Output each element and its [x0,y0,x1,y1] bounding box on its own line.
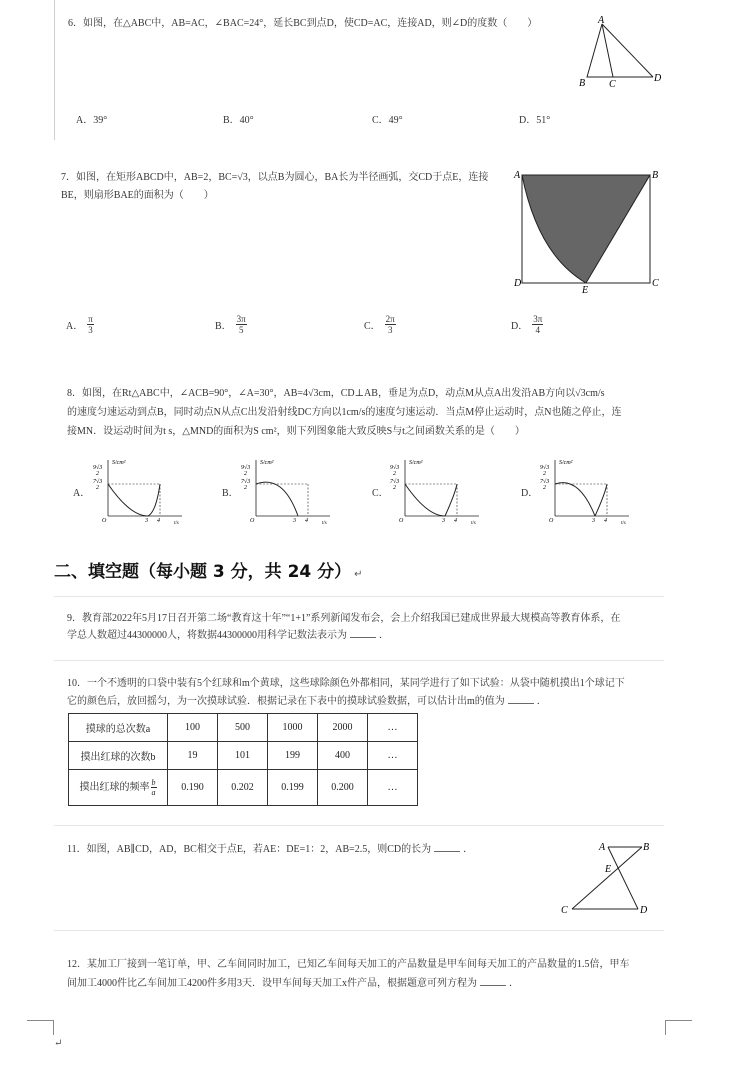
graph-c-x4: 4 [454,518,457,524]
divider-1 [54,596,664,597]
q6-option-a[interactable]: A．39° [76,115,108,126]
q7-option-d-num: 3π [533,314,543,324]
q8-option-c-label[interactable]: C． [372,488,389,499]
graph-d-x4: 4 [604,518,607,524]
fig11-label-b: B [643,842,650,853]
graph-a-y1den: 2 [96,471,99,477]
q6-option-c[interactable]: C．49° [372,115,403,126]
q8-graph-a[interactable] [90,454,190,524]
question-8-line2: 的速度匀速运动到点B，同时动点N从点C出发沿射线DC方向以1cm/s的速度匀速运动．当点M停止运动时，点N也随之停止，连 [67,407,622,418]
q8-graph-c[interactable] [387,454,487,524]
graph-d-xlabel: t/s [621,521,626,524]
q7-option-b-letter: B． [215,321,232,332]
graph-b-ylabel: S/cm² [260,460,274,466]
freq-fraction-den: a [151,788,156,798]
graph-d-y1den: 2 [543,471,546,477]
question-11-text [67,840,473,860]
q7-option-b-fraction [236,314,247,335]
graph-c-xlabel: t/s [471,521,476,524]
left-margin-bar [54,0,55,140]
fig11-label-e: E [605,864,612,875]
paragraph-mark: ↵ [354,569,363,580]
table-cell: 500 [218,714,268,742]
fig7-label-d: D [514,278,522,289]
table-cell: 0.200 [318,770,368,806]
question-7-figure [510,165,660,295]
graph-c-y1: 9√3 [390,465,400,471]
q7-option-c-fraction [385,314,396,335]
corner-mark-left [27,1020,54,1035]
section-2-title [54,557,363,582]
table-cell: 400 [318,742,368,770]
divider-4 [54,930,664,931]
fig7-label-c: C [652,278,659,289]
question-10-line2 [67,692,547,712]
fig7-label-a: A [514,170,521,181]
question-11-figure [558,836,658,921]
q10-table [68,713,418,806]
q7-option-a-fraction [87,314,94,335]
graph-d-x3: 3 [592,518,595,524]
question-12-line2 [67,974,519,994]
table-cell: 0.202 [218,770,268,806]
question-6-figure [575,14,665,89]
freq-fraction [151,778,157,797]
q10-answer-blank[interactable] [508,693,534,704]
graph-c-origin: O [399,518,404,524]
q8-graph-b[interactable] [238,454,338,524]
q11-answer-blank[interactable] [434,841,460,852]
q8-graph-d[interactable] [537,454,637,524]
question-9-line2 [67,626,389,646]
fig11-label-a: A [599,842,606,853]
graph-c-x3: 3 [442,518,445,524]
graph-b-origin: O [250,518,255,524]
question-11-text-body: 11．如图，AB∥CD，AD，BC相交于点E，若AE：DE=1：2，AB=2.5，则CD的长为 [67,844,432,855]
graph-d-ylabel: S/cm² [559,460,573,466]
table-row-label: 摸出红球的次数b [69,742,168,770]
table-cell: 19 [168,742,218,770]
table-row [69,714,418,742]
question-12-line1: 12．某加工厂接到一笔订单，甲、乙车间同时加工，已知乙车间每天加工的产品数量是甲车间每天加工的产品数量的1.5倍，甲车 [67,959,630,970]
q12-answer-blank[interactable] [480,975,506,986]
graph-b-y2den: 2 [244,485,247,491]
fig7-label-b: B [652,170,659,181]
footer-paragraph-mark: ↵ [54,1038,63,1049]
graph-d-y1: 9√3 [540,465,550,471]
question-10-end: ． [536,696,547,707]
question-10-line1: 10．一个不透明的口袋中装有5个红球和m个黄球，这些球除颜色外都相同，某同学进行了如下试验：从袋中随机摸出1个球记下 [67,678,625,689]
fig11-label-c: C [561,905,568,916]
graph-a-ylabel: S/cm² [112,460,126,466]
table-cell: … [368,742,418,770]
table-row-label [69,770,168,806]
freq-fraction-num: b [151,778,156,788]
graph-c-y2: 7√3 [390,479,400,485]
q7-option-b-den: 5 [238,325,244,335]
graph-b-x3: 3 [293,518,296,524]
graph-b-x4: 4 [305,518,308,524]
table-row-label-text: 摸出红球的频率 [79,781,150,793]
fig6-label-c: C [609,79,616,89]
q7-option-c-num: 2π [385,314,395,324]
graph-a-origin: O [102,518,107,524]
graph-a-y1: 9√3 [93,465,103,471]
corner-mark-right [665,1020,692,1035]
fig7-label-e: E [582,285,589,295]
q8-option-a-label[interactable]: A． [73,488,91,499]
q7-option-c[interactable] [364,314,396,335]
q7-option-d[interactable] [511,314,543,335]
graph-a-x4: 4 [157,518,160,524]
table-row-label: 摸球的总次数a [69,714,168,742]
q7-option-d-fraction [532,314,543,335]
question-8-line1: 8．如图，在Rt△ABC中，∠ACB=90°，∠A=30°，AB=4√3cm，CD⊥AB，垂足为点D，动点M从点A出发沿AB方向以√3cm/s [67,388,605,399]
q7-option-d-letter: D． [511,321,529,332]
graph-a-y2den: 2 [96,485,99,491]
question-7-line2: BE，则扇形BAE的面积为（ ） [61,190,214,201]
table-cell: 101 [218,742,268,770]
question-6-text: 6．如图，在△ABC中，AB=AC，∠BAC=24°，延长BC到点D，使CD=AC，连接AD，则∠D的度数（ ） [68,18,538,29]
graph-c-y2den: 2 [393,485,396,491]
q7-option-c-letter: C． [364,321,381,332]
graph-c-ylabel: S/cm² [409,460,423,466]
q7-option-d-den: 4 [535,325,540,335]
table-row [69,742,418,770]
table-cell: … [368,714,418,742]
q8-option-b-label[interactable]: B． [222,488,239,499]
table-cell: 2000 [318,714,368,742]
fig6-label-d: D [654,73,662,84]
question-9-line2-text: 学总人数超过44300000人，将数据44300000用科学记数法表示为 [67,630,347,641]
graph-b-xlabel: t/s [322,521,327,524]
table-cell: 0.199 [268,770,318,806]
q7-option-a-den: 3 [88,325,93,335]
graph-c-y1den: 2 [393,471,396,477]
question-11-end: ． [463,844,474,855]
q7-option-c-den: 3 [387,325,393,335]
q7-option-b-num: 3π [236,314,246,324]
q6-option-b[interactable]: B．40° [223,115,254,126]
question-7-line1: 7．如图，在矩形ABCD中，AB=2，BC=√3，以点B为圆心，BA长为半径画弧，交CD于点E，连接 [61,172,489,183]
q7-option-b[interactable] [215,314,247,335]
divider-3 [54,825,664,826]
question-10-line2-text: 它的颜色后，放回摇匀，为一次摸球试验．根据记录在下表中的摸球试验数据，可以估计出m的值为 [67,696,505,707]
graph-d-origin: O [549,518,554,524]
table-cell: … [368,770,418,806]
q8-option-d-label[interactable]: D． [521,488,539,499]
graph-b-y1: 9√3 [241,465,251,471]
graph-d-y2den: 2 [543,485,546,491]
question-9-line1: 9．教育部2022年5月17日召开第二场“教育这十年”“1+1”系列新闻发布会，会上介绍我国已建成世界最大规模高等教育体系，在 [67,613,621,624]
question-8-line3: 接MN．设运动时间为t s，△MND的面积为S cm²，则下列图象能大致反映S与t之间函数关系的是（ ） [67,426,525,437]
graph-d-y2: 7√3 [540,479,550,485]
q6-option-d[interactable]: D．51° [519,115,551,126]
table-cell: 199 [268,742,318,770]
q7-option-a[interactable] [66,314,94,335]
table-row [69,770,418,806]
fig11-label-d: D [640,905,648,916]
q9-answer-blank[interactable] [350,627,376,638]
table-cell: 1000 [268,714,318,742]
table-cell: 0.190 [168,770,218,806]
fig6-label-a: A [598,15,605,26]
graph-a-xlabel: t/s [174,521,179,524]
question-12-line2-text: 间加工4000件比乙车间加工4200件多用3天．设甲车间每天加工x件产品，根据题意可列方程为 [67,978,477,989]
question-12-end: ． [509,978,519,989]
table-cell: 100 [168,714,218,742]
graph-b-y2: 7√3 [241,479,251,485]
fig6-label-b: B [579,78,586,89]
graph-a-x3: 3 [145,518,148,524]
graph-a-y2: 7√3 [93,479,103,485]
question-9-end: ． [379,630,389,641]
divider-2 [54,660,664,661]
q7-option-a-num: π [88,314,93,324]
q7-option-a-letter: A． [66,321,84,332]
section-2-title-text: 二、填空题（每小题 3 分，共 24 分） [54,562,352,582]
graph-b-y1den: 2 [244,471,247,477]
